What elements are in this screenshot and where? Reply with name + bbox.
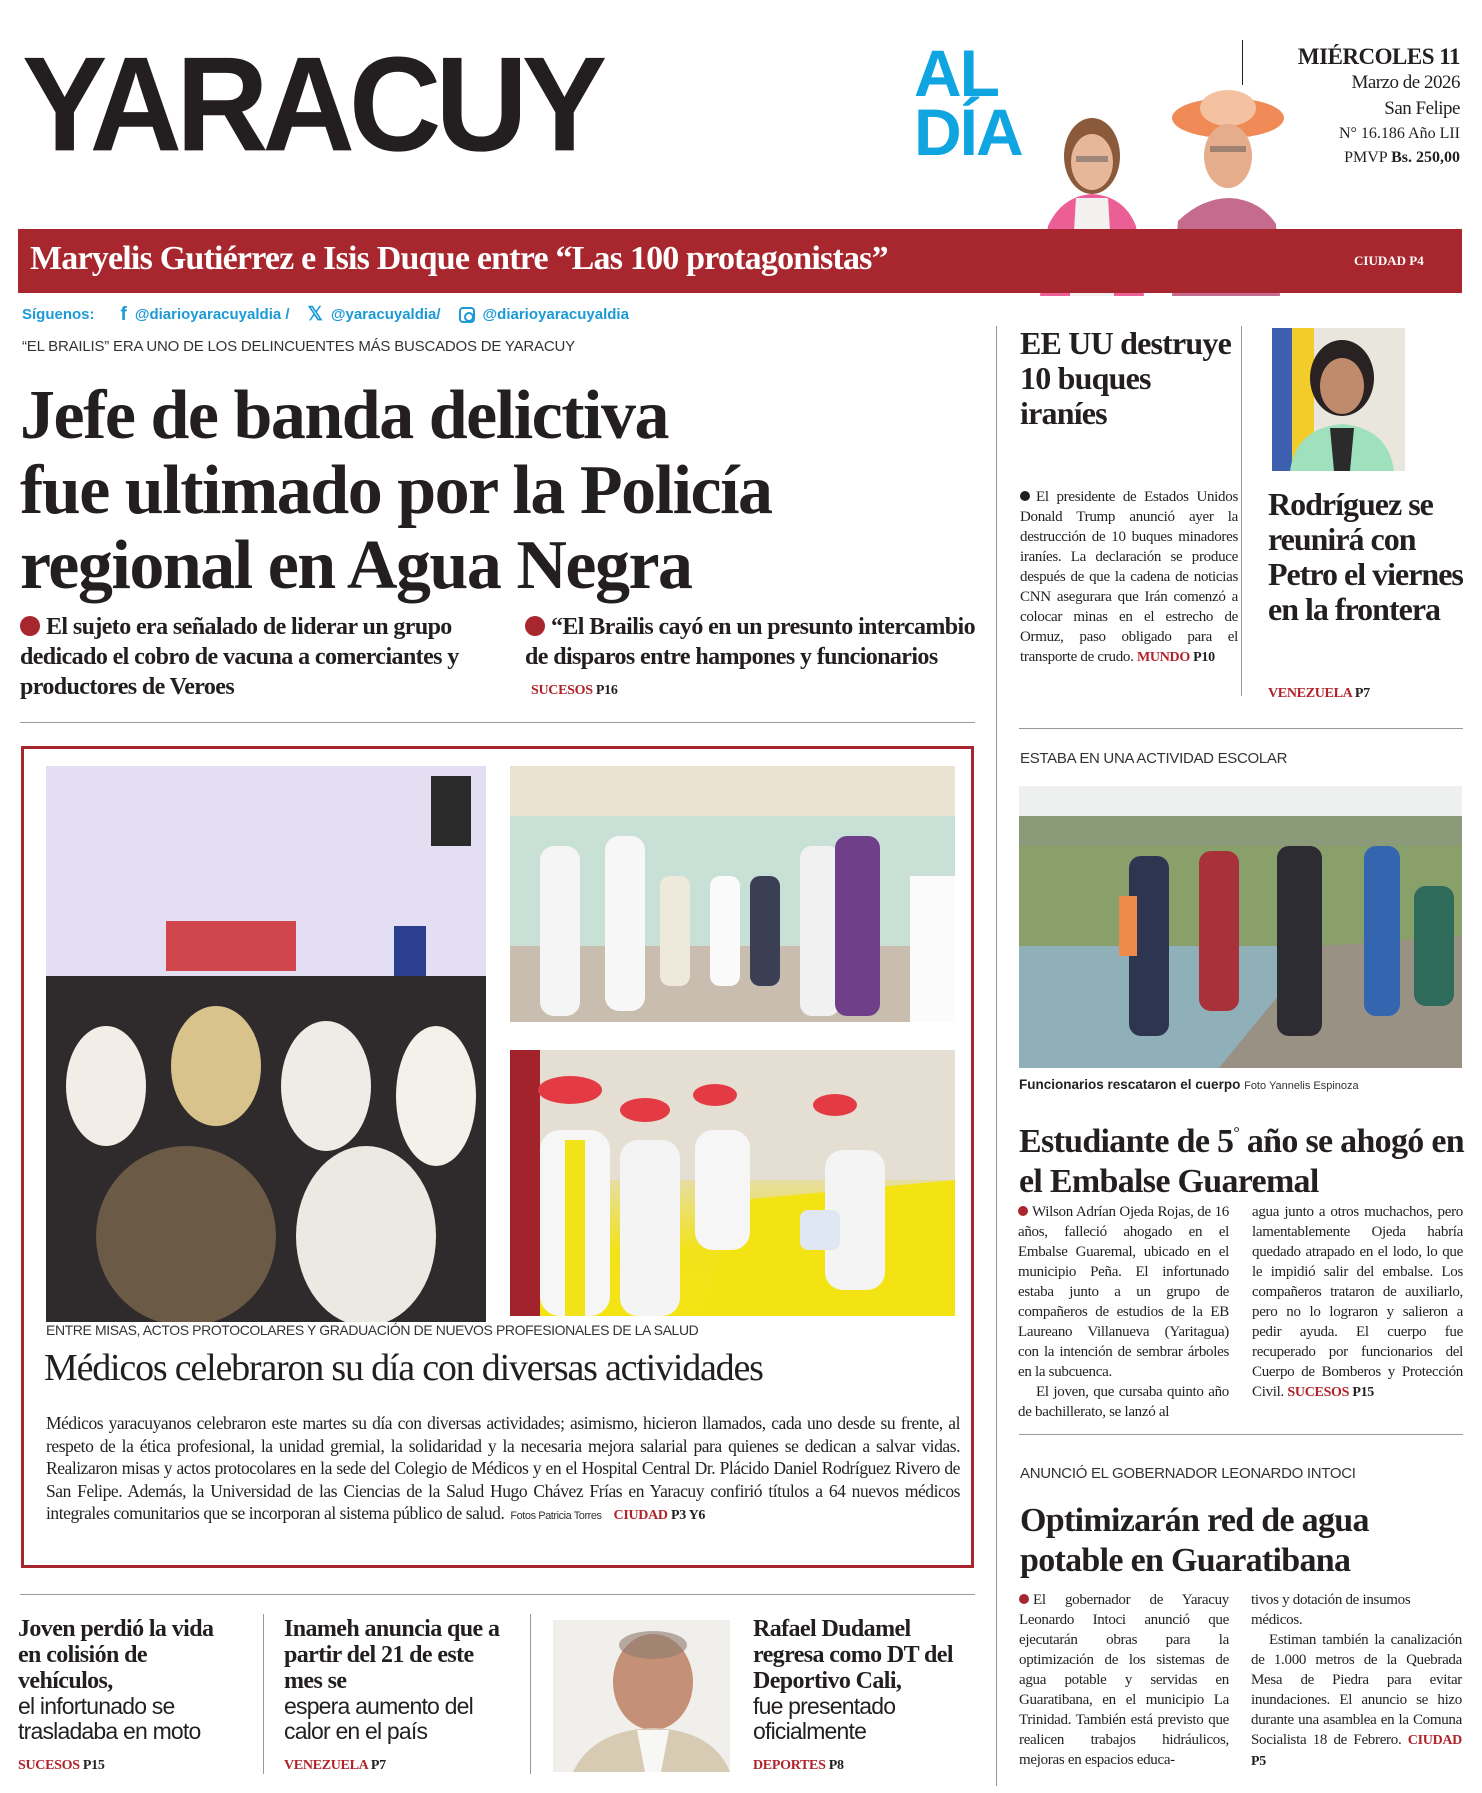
edition-month-year: Marzo de 2026 — [1351, 72, 1460, 93]
feature-kicker: ENTRE MISAS, ACTOS PROTOCOLARES Y GRADUACIÓN DE NUEVOS PROFESIONALES DE LA SALUD — [46, 1322, 699, 1338]
degree-symbol: ° — [1233, 1125, 1240, 1142]
lead-headline-line: Jefe de banda delictiva — [20, 377, 668, 454]
section-name: SUCESOS — [1287, 1385, 1350, 1400]
feature-body — [46, 1412, 960, 1528]
feature-body-text: Médicos yaracuyanos celebraron este martes su día con diversas actividades; asimismo, hicieron llamados, cada uno desde su frente, al respeto de la ética profesional, la unidad gremial, la solidaridad y la necesaria mejora salarial para quienes se dedican a salvar vidas. Realizaron misas y actos protocolares en la sede del Colegio de Médicos y en el Hospital Central Dr. Plácido Daniel Rodríguez Rivero de San Felipe. Además, la Universidad de las Ciencias de la Salud Hugo Chávez Frías en Yaracuy confirió títulos a 64 nuevos médicos integrales comunitarios que se incorporan al sistema público de salud. — [46, 1413, 960, 1524]
rodriguez-photo — [1272, 328, 1405, 471]
column-divider — [530, 1614, 531, 1774]
lead-bullet-2 — [525, 612, 995, 706]
lead-bullet-text: El sujeto era señalado de liderar un grupo dedicado el cobro de vacuna a comerciantes y productores de Veroes — [20, 614, 459, 700]
section-name: CIUDAD — [1407, 1733, 1462, 1748]
bullet-dot-icon — [525, 616, 545, 636]
column-divider — [996, 326, 997, 1786]
brief-dudamel[interactable] — [753, 1616, 983, 1774]
logo-al-text: AL — [914, 36, 998, 110]
water-body-text: El gobernador de Yaracuy Leonardo Intoci anunció que ejecutarán obras para la optimización de los sistemas de agua potable y servidas en Guaratibana, en el municipio La Trinidad. También está previsto que realicen trabajos hidráulicos, mejoras en espacios educa- — [1019, 1592, 1229, 1768]
edition-city: San Felipe — [1384, 98, 1460, 119]
brief-section-ref[interactable] — [18, 1758, 238, 1774]
section-name: VENEZUELA — [1268, 686, 1352, 701]
logo-dia-text: DÍA — [914, 95, 1022, 170]
dudamel-photo-illustration — [553, 1620, 730, 1772]
rodriguez-section-ref[interactable] — [1268, 686, 1370, 702]
feature-section-ref[interactable] — [614, 1508, 706, 1523]
water-kicker: ANUNCIÓ EL GOBERNADOR LEONARDO INTOCI — [1020, 1465, 1356, 1482]
edition-price — [1298, 146, 1460, 170]
dudamel-photo — [553, 1620, 730, 1772]
edition-issue: N° 16.186 Año LII — [1338, 125, 1460, 142]
banner-section-ref[interactable]: CIUDAD P4 — [1354, 253, 1424, 268]
divider — [1019, 1434, 1463, 1435]
brief-collision[interactable] — [18, 1616, 238, 1774]
brief-section-ref[interactable] — [753, 1758, 983, 1774]
water-body-text: tivos y dotación de insumos médicos. — [1251, 1592, 1411, 1628]
section-name: DEPORTES — [753, 1758, 826, 1773]
section-name: SUCESOS — [18, 1758, 80, 1773]
student-body-text: agua junto a otros muchachos, pero lamentablemente Ojeda habría quedado atrapado en el lodo, lo que le impidió salir del embalse. Los compañeros trataron de auxiliarlo, pero no lo lograron y salieron a pedir ayuda. El cuerpo fue recuperado por funcionarios del Cuerpo de Bomberos y Protección Civil. — [1252, 1204, 1463, 1400]
section-page: P8 — [828, 1758, 844, 1773]
facebook-icon[interactable]: f — [120, 303, 127, 325]
divider — [20, 1594, 975, 1595]
social-handle-facebook[interactable]: @diarioyaracuyaldia / — [134, 306, 290, 323]
masthead-logo: YARACUY — [22, 29, 602, 180]
usa-headline[interactable]: EE UU destruye 10 buques iraníes — [1020, 325, 1232, 431]
lead-headline[interactable] — [20, 378, 980, 603]
student-photo-rescue — [1019, 786, 1462, 1068]
lead-bullet-1 — [20, 612, 490, 702]
edition-info — [1298, 44, 1460, 170]
section-page: P15 — [82, 1758, 105, 1773]
bullet-dot-icon — [1018, 1206, 1028, 1216]
rescue-photo-illustration — [1019, 786, 1462, 1068]
social-handle-x[interactable]: @yaracuyaldia/ — [330, 306, 441, 323]
feature-photo-credit: Fotos Patricia Torres — [510, 1510, 602, 1523]
feature-photo-auditorium — [46, 766, 486, 1322]
section-page: P16 — [595, 683, 618, 698]
rodriguez-headline[interactable]: Rodríguez se reunirá con Petro el viernes en la frontera — [1268, 486, 1463, 627]
section-page: P15 — [1352, 1385, 1374, 1400]
divider — [20, 722, 975, 723]
rodriguez-photo-illustration — [1272, 328, 1405, 471]
water-body-col-1 — [1019, 1590, 1229, 1770]
brief-headline: Joven perdió la vida en colisión de vehículos, — [18, 1616, 214, 1694]
masthead-logo-al-dia — [914, 36, 1022, 170]
student-body-col-2 — [1252, 1202, 1463, 1403]
lead-bullet-text: “El Brailis cayó en un presunto intercambio de disparos entre hampones y funcionarios — [525, 614, 976, 670]
usa-section-ref[interactable] — [1137, 650, 1215, 665]
caption-text: Funcionarios rescataron el cuerpo — [1019, 1077, 1241, 1092]
brief-section-ref[interactable] — [284, 1758, 504, 1774]
social-label: Síguenos: — [22, 306, 95, 323]
section-name: SUCESOS — [531, 683, 593, 698]
headline-part: año se ahogó en el Embalse Guaremal — [1019, 1123, 1464, 1200]
headline-part: Estudiante de 5 — [1019, 1123, 1234, 1160]
student-section-ref[interactable] — [1287, 1385, 1374, 1400]
section-page: P10 — [1193, 650, 1215, 665]
price-value: Bs. 250,00 — [1391, 149, 1460, 166]
lead-kicker: “EL BRAILIS” ERA UNO DE LOS DELINCUENTES MÁS BUSCADOS DE YARACUY — [22, 338, 575, 355]
divider — [1019, 728, 1463, 729]
brief-inameh[interactable] — [284, 1616, 504, 1774]
x-icon[interactable]: 𝕏 — [307, 304, 323, 325]
student-kicker: ESTABA EN UNA ACTIVIDAD ESCOLAR — [1020, 750, 1288, 767]
student-body-text: Wilson Adrían Ojeda Rojas, de 16 años, falleció ahogado en el Embalse Guaremal, ubicado en el municipio Peña. El infortunado estaba junto a un grupo de compañeros de estudios de la EB Laureano Villanueva (Yaritagua) con la intención de sembrar árboles en la subcuenca. — [1018, 1204, 1229, 1380]
mass-photo-illustration — [510, 766, 955, 1022]
brief-subhead: espera aumento del calor en el país — [284, 1693, 473, 1744]
feature-photo-mass — [510, 766, 955, 1022]
feature-headline[interactable]: Médicos celebraron su día con diversas actividades — [44, 1347, 763, 1389]
student-body-col-1 — [1018, 1202, 1229, 1422]
photo-credit: Foto Yannelis Espinoza — [1244, 1080, 1359, 1092]
brief-headline: Rafael Dudamel regresa como DT del Deportivo Cali, — [753, 1616, 953, 1694]
brief-headline: Inameh anuncia que a partir del 21 de este mes se — [284, 1616, 500, 1694]
water-headline[interactable]: Optimizarán red de agua potable en Guaratibana — [1020, 1502, 1369, 1579]
edition-day: MIÉRCOLES 11 — [1297, 44, 1460, 69]
banner-headline[interactable]: Maryelis Gutiérrez e Isis Duque entre “Las 100 protagonistas” — [30, 240, 888, 277]
student-headline[interactable] — [1019, 1114, 1469, 1202]
bullet-dot-icon — [20, 616, 40, 636]
lead-section-ref[interactable] — [531, 683, 618, 698]
column-divider — [1241, 326, 1242, 696]
usa-body-text: El presidente de Estados Unidos Donald Trump anunció ayer la destrucción de 10 buques minadores iraníes. La declaración se produce después de que la cadena de noticias CNN asegurara que Irán comenzó a colocar minas en el estrecho de Ormuz, paso obligado para el transporte de crudo. — [1020, 489, 1238, 665]
student-photo-caption — [1019, 1077, 1359, 1092]
water-body-text: Estiman también la canalización de 1.000 metros de la Quebrada Mesa de Piedra para evitar inundaciones. El anuncio se hizo durante una asamblea en la Comuna Socialista 18 de Febrero. — [1251, 1632, 1462, 1748]
graduation-photo-illustration — [510, 1050, 955, 1316]
brief-subhead: fue presentado oficialmente — [753, 1693, 896, 1744]
brief-subhead: el infortunado se trasladaba en moto — [18, 1693, 201, 1744]
section-page: P7 — [370, 1758, 386, 1773]
social-handle-instagram[interactable]: @diarioyaracuyaldia — [482, 306, 629, 323]
section-page: P3 Y6 — [670, 1508, 706, 1524]
bullet-dot-icon — [1020, 491, 1030, 501]
section-name: VENEZUELA — [284, 1758, 368, 1773]
lead-headline-line: regional en Agua Negra — [20, 527, 692, 604]
section-page: P7 — [1354, 686, 1370, 701]
bullet-dot-icon — [1019, 1594, 1029, 1604]
auditorium-photo-illustration — [46, 766, 486, 1322]
social-links — [22, 303, 629, 326]
water-body-col-2 — [1251, 1590, 1462, 1772]
section-page: P5 — [1251, 1754, 1266, 1769]
feature-photo-graduation — [510, 1050, 955, 1316]
section-name: CIUDAD — [613, 1508, 668, 1524]
lead-headline-line: fue ultimado por la Policía — [20, 452, 772, 529]
usa-body — [1020, 487, 1238, 668]
student-body-text: El joven, que cursaba quinto año de bachillerato, se lanzó al — [1018, 1384, 1229, 1420]
instagram-icon[interactable] — [459, 307, 475, 323]
date-divider — [1242, 40, 1243, 85]
section-name: MUNDO — [1137, 650, 1190, 665]
price-label: PMVP — [1344, 149, 1388, 166]
column-divider — [263, 1614, 264, 1774]
